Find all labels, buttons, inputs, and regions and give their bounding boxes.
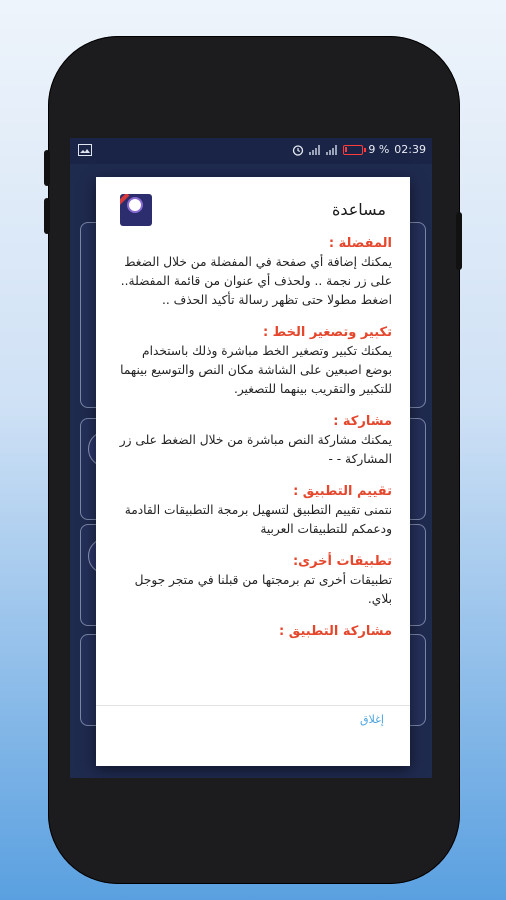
signal-icon bbox=[326, 145, 338, 155]
dialog-divider bbox=[96, 705, 410, 706]
help-section bbox=[114, 324, 392, 399]
phone-screen bbox=[70, 138, 432, 778]
dialog-title: مساعدة bbox=[331, 200, 386, 219]
section-body: يمكنك إضافة أي صفحة في المفضلة من خلال الضغط على زر نجمة .. ولحذف أي عنوان من قائمة المفضلة.. اضغط مطولا حتى تظهر رسالة تأكيد الحذف .. bbox=[120, 255, 392, 307]
section-title: مشاركة : bbox=[333, 414, 392, 429]
status-bar bbox=[70, 138, 432, 164]
clock-time: 02:39 bbox=[394, 143, 426, 156]
volume-button bbox=[44, 150, 50, 186]
battery-percent: % 9 bbox=[368, 143, 390, 156]
help-section bbox=[114, 553, 392, 609]
signal-icon bbox=[309, 145, 321, 155]
help-section bbox=[114, 623, 392, 641]
close-button[interactable]: إغلاق bbox=[360, 713, 384, 726]
volume-button bbox=[44, 198, 50, 234]
section-title: المفضلة : bbox=[328, 236, 392, 251]
help-dialog bbox=[96, 177, 410, 766]
section-body: نتمنى تقييم التطبيق لتسهيل برمجة التطبيقات القادمة ودعمكم للتطبيقات العربية bbox=[124, 503, 392, 536]
battery-icon bbox=[343, 145, 363, 155]
section-body: يمكنك تكبير وتصغير الخط مباشرة وذلك باستخدام بوضع اصبعين على الشاشة مكان النص والتوسيع بينهما للتكبير والتقريب بينهما للتصغير. bbox=[120, 344, 392, 396]
help-section bbox=[114, 483, 392, 539]
section-title: تكبير وتصغير الخط : bbox=[262, 325, 392, 340]
section-body: يمكنك مشاركة النص مباشرة من خلال الضغط على زر المشاركة - - bbox=[119, 433, 392, 466]
dialog-header bbox=[96, 177, 410, 229]
help-section bbox=[114, 235, 392, 310]
app-logo-icon bbox=[120, 194, 152, 226]
section-body: تطبيقات أخرى تم برمجتها من قبلنا في متجر جوجل بلاي. bbox=[134, 573, 392, 606]
help-content[interactable] bbox=[114, 235, 392, 705]
section-title: مشاركة التطبيق : bbox=[279, 624, 392, 639]
section-title: تقييم التطبيق : bbox=[293, 484, 392, 499]
alarm-icon bbox=[292, 144, 304, 156]
power-button bbox=[456, 212, 462, 270]
image-icon bbox=[78, 144, 92, 156]
section-title: تطبيقات أخرى: bbox=[292, 554, 392, 569]
help-section bbox=[114, 413, 392, 469]
